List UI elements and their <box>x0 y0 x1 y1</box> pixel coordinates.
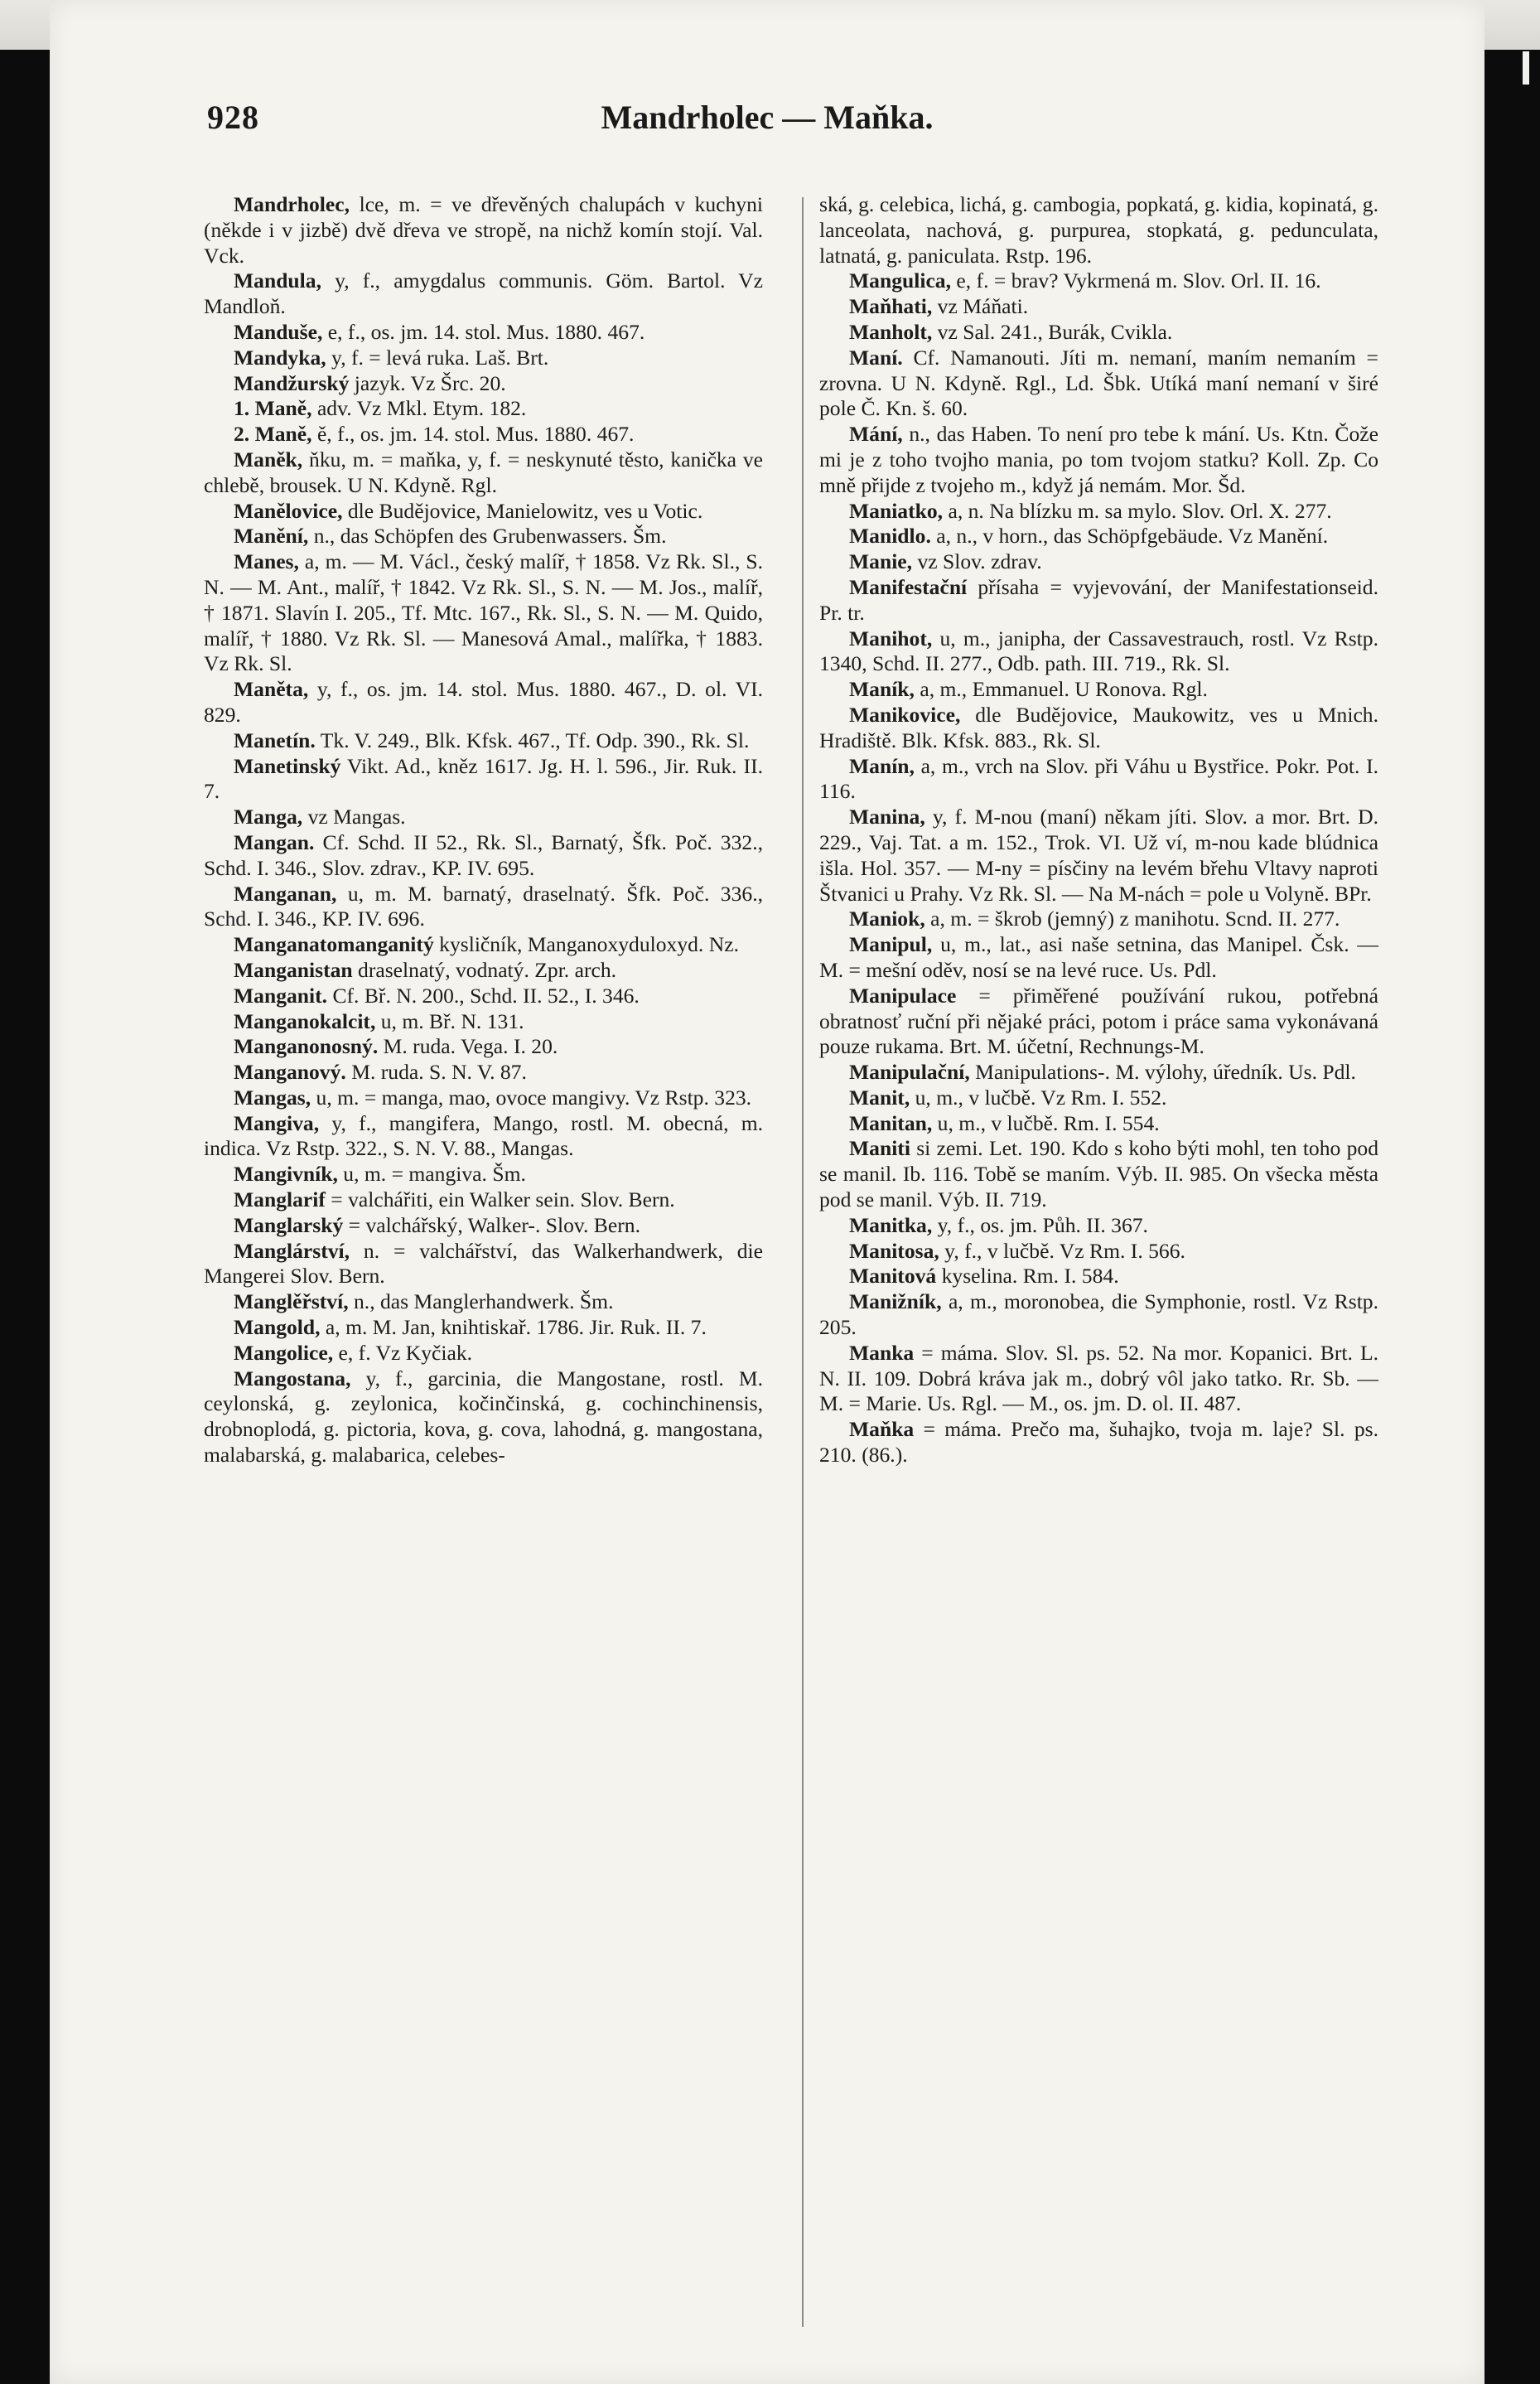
dictionary-page <box>50 0 1484 2384</box>
entry-headword: Manga, <box>234 805 303 829</box>
entry-text: = valchářský, Walker-. Slov. Bern. <box>343 1212 640 1237</box>
entry-text: n., das Manglerhandwerk. Šm. <box>348 1289 614 1314</box>
dictionary-entry <box>819 422 1378 498</box>
dictionary-entry <box>819 1239 1378 1265</box>
dictionary-entry <box>819 703 1378 754</box>
entry-text: Cf. Bř. N. 200., Schd. II. 52., I. 346. <box>327 983 640 1008</box>
entry-headword: Mangold, <box>234 1315 321 1340</box>
right-column <box>819 192 1378 1468</box>
entry-text: adv. Vz Mkl. Etym. 182. <box>311 396 527 421</box>
dictionary-entry <box>819 549 1378 575</box>
entry-headword: Mangiva, <box>234 1110 320 1135</box>
dictionary-entry <box>204 1187 763 1213</box>
entry-headword: Manitová <box>849 1264 937 1289</box>
left-column <box>204 192 763 1468</box>
entry-headword: Manglárství, <box>234 1238 350 1263</box>
dictionary-entry <box>204 499 763 525</box>
entry-text: u, m. = manga, mao, ovoce mangivy. Vz Rstp. 323. <box>311 1085 752 1110</box>
dictionary-entry <box>819 1264 1378 1289</box>
dictionary-entry <box>204 932 763 958</box>
entry-headword: Manes, <box>234 549 299 574</box>
entry-headword: Manitka, <box>849 1212 933 1237</box>
entry-text: Vikt. Ad., kněz 1617. Jg. H. l. 596., Jir. Ruk. II. 7. <box>204 753 763 804</box>
dictionary-entry <box>204 396 763 422</box>
entry-headword: Maniatko, <box>849 498 944 523</box>
entry-headword: 2. Maně, <box>234 422 312 447</box>
entry-headword: Maní. <box>849 345 903 370</box>
dictionary-entry <box>204 984 763 1009</box>
entry-headword: Maník, <box>849 677 915 702</box>
entry-text: y, f., os. jm. 14. stol. Mus. 1880. 467., D. ol. VI. 829. <box>204 677 763 727</box>
entry-headword: Manganokalcit, <box>234 1008 376 1033</box>
entry-text: kysličník, Manganoxyduloxyd. Nz. <box>433 932 739 957</box>
entry-text: u, m. M. barnatý, draselnatý. Šfk. Poč. 336., Schd. I. 346., KP. IV. 696. <box>204 881 763 931</box>
entry-headword: Manganonosný. <box>234 1034 379 1059</box>
entry-text: a, m., moronobea, die Symphonie, rostl. Vz Rstp. 205. <box>819 1289 1378 1340</box>
dictionary-entry <box>819 192 1378 268</box>
dictionary-entry <box>819 1111 1378 1137</box>
entry-text: y, f., os. jm. Půh. II. 367. <box>932 1212 1148 1237</box>
entry-headword: Manipul, <box>849 932 933 957</box>
dictionary-entry <box>819 294 1378 320</box>
dictionary-entry <box>819 754 1378 805</box>
entry-headword: Mandrholec, <box>234 192 350 216</box>
dictionary-entry <box>204 1086 763 1111</box>
dictionary-entry <box>204 958 763 984</box>
entry-headword: Manipulace <box>849 983 957 1008</box>
entry-text: vz Slov. zdrav. <box>912 549 1042 574</box>
entry-text: dle Budějovice, Manielowitz, ves u Votic. <box>342 498 703 523</box>
entry-text: ňku, m. = maňka, y, f. = neskynuté těsto, kanička ve chlebě, brousek. U N. Kdyně. Rgl. <box>204 447 763 497</box>
dictionary-entry <box>204 1060 763 1086</box>
entry-text: = máma. Prečo ma, šuhajko, tvoja m. laje? Sl. ps. 210. (86.). <box>819 1417 1378 1468</box>
entry-text: e, f. Vz Kyčiak. <box>333 1340 473 1365</box>
dictionary-entry <box>204 320 763 346</box>
dictionary-entry <box>204 1009 763 1035</box>
dictionary-entry <box>204 1341 763 1366</box>
entry-headword: Mangostana, <box>234 1366 351 1390</box>
entry-text: y, f., amygdalus communis. Göm. Bartol. Vz Mandloň. <box>204 268 763 319</box>
entry-text: Cf. Schd. II 52., Rk. Sl., Barnatý, Šfk. Poč. 332., Schd. I. 346., Slov. zdrav., KP. IV. 695. <box>204 829 763 880</box>
entry-headword: Manduše, <box>234 319 323 344</box>
entry-text: u, m., v lučbě. Vz Rm. I. 552. <box>910 1085 1167 1110</box>
dictionary-entry <box>204 1239 763 1290</box>
entry-headword: Maňka <box>849 1417 915 1442</box>
dictionary-entry <box>204 447 763 499</box>
dictionary-entry <box>204 1213 763 1239</box>
dictionary-entry <box>819 1136 1378 1212</box>
entry-headword: Mangan. <box>234 829 315 854</box>
entry-headword: Mangas, <box>234 1085 311 1110</box>
dictionary-entry <box>204 882 763 933</box>
dictionary-entry <box>819 268 1378 294</box>
entry-headword: Manidlo. <box>849 524 931 549</box>
dictionary-entry <box>204 371 763 397</box>
entry-headword: Manihot, <box>849 626 933 650</box>
entry-text: a, n., v horn., das Schöpfgebäude. Vz Manění. <box>930 524 1329 549</box>
entry-text: = valchářiti, ein Walker sein. Slov. Bern. <box>325 1187 675 1212</box>
entry-headword: Mandžurský <box>234 370 350 395</box>
entry-text: vz Sal. 241., Burák, Cvikla. <box>932 319 1173 344</box>
entry-text: ě, f., os. jm. 14. stol. Mus. 1880. 467. <box>311 422 635 447</box>
entry-text: y, f., garcinia, die Mangostane, rostl. M. ceylonská, g. zeylonica, kočinčinská, g. cochinchinensis, drobnoplodá, g. pictoria, kova, g. cova, lahodná, g. mangostana, malabarská, g. malabarica, celebes- <box>204 1366 763 1468</box>
entry-headword: Mání, <box>849 422 903 447</box>
entry-text: draselnatý, vodnatý. Zpr. arch. <box>352 957 617 982</box>
dictionary-entry <box>819 1289 1378 1341</box>
dictionary-entry <box>819 1341 1378 1417</box>
entry-headword: Manižník, <box>849 1289 942 1314</box>
entry-text: y, f. = levá ruka. Laš. Brt. <box>326 345 549 370</box>
entry-text: n., das Schöpfen des Grubenwassers. Šm. <box>308 524 667 549</box>
dictionary-entry <box>204 754 763 805</box>
entry-text: lce, m. = ve dřevěných chalupách v kuchyni (někde i v jizbě) dvě dřeva ve stropě, na nichž komín stojí. Val. Vck. <box>204 192 763 268</box>
dictionary-entry <box>204 346 763 371</box>
entry-headword: 1. Maně, <box>234 396 312 421</box>
dictionary-entry <box>204 830 763 882</box>
entry-headword: Manění, <box>234 524 309 549</box>
dictionary-entry <box>819 984 1378 1060</box>
entry-text: a, m., Emmanuel. U Ronova. Rgl. <box>914 677 1208 702</box>
dictionary-entry <box>204 1315 763 1341</box>
dictionary-entry <box>819 1086 1378 1111</box>
entry-headword: Manetinský <box>234 753 341 778</box>
entry-text: u, m., lat., asi naše setnina, das Manipel. Čsk. — M. = mešní oděv, nosí se na levé ruce. Us. Pdl. <box>819 932 1378 982</box>
entry-headword: Mangulica, <box>849 268 951 293</box>
entry-headword: Manikovice, <box>849 702 961 727</box>
page-number: 928 <box>207 99 259 136</box>
entry-text: M. ruda. Vega. I. 20. <box>378 1034 558 1059</box>
dictionary-entry <box>204 677 763 728</box>
entry-text: kyselina. Rm. I. 584. <box>936 1264 1119 1289</box>
entry-text: e, f., os. jm. 14. stol. Mus. 1880. 467. <box>322 319 645 344</box>
entry-headword: Manina, <box>849 805 925 829</box>
entry-text: a, n. Na blízku m. sa mylo. Slov. Orl. X. 277. <box>943 498 1332 523</box>
entry-text: vz Máňati. <box>932 294 1029 319</box>
dictionary-entry <box>204 422 763 447</box>
dictionary-entry <box>204 805 763 830</box>
entry-text: y, f., mangifera, Mango, rostl. M. obecná, m. indica. Vz Rstp. 322., S. N. V. 88., Mangas. <box>204 1110 763 1161</box>
entry-headword: Manit, <box>849 1085 910 1110</box>
entry-headword: Maniok, <box>849 907 925 931</box>
entry-headword: Manie, <box>849 549 913 574</box>
entry-headword: Manetín. <box>234 728 316 752</box>
dictionary-entry <box>819 932 1378 984</box>
dictionary-entry <box>204 1111 763 1163</box>
entry-text: a, m. = škrob (jemný) z manihotu. Scnd. II. 277. <box>924 907 1340 931</box>
entry-headword: Manifestační <box>849 574 968 599</box>
dictionary-entry <box>819 1060 1378 1086</box>
entry-headword: Manka <box>849 1340 915 1365</box>
entry-headword: Maněta, <box>234 677 309 702</box>
entry-text: a, m., vrch na Slov. při Váhu u Bystřice. Pokr. Pot. I. 116. <box>819 753 1378 804</box>
entry-headword: Manělovice, <box>234 498 343 523</box>
entry-text: si zemi. Let. 190. Kdo s koho býti mohl, ten toho pod se manil. Ib. 116. Tobě se maním. Výb. II. 985. On všecka města pod se manil. Výb. II. 719. <box>819 1136 1378 1212</box>
dictionary-entry <box>204 1034 763 1060</box>
entry-headword: Manganan, <box>234 881 337 906</box>
entry-text: e, f. = brav? Vykrmená m. Slov. Orl. II. 16. <box>951 268 1321 293</box>
entry-headword: Manganit. <box>234 983 328 1008</box>
entry-headword: Manín, <box>849 753 915 778</box>
entry-text: dle Budějovice, Maukowitz, ves u Mnich. Hradiště. Blk. Kfsk. 883., Rk. Sl. <box>819 702 1378 752</box>
entry-headword: Manitosa, <box>849 1238 939 1263</box>
dictionary-entry <box>204 1162 763 1187</box>
entry-headword: Maňhati, <box>849 294 933 319</box>
entry-text: vz Mangas. <box>302 805 406 829</box>
entry-headword: Mangolice, <box>234 1340 334 1365</box>
entry-headword: Maniti <box>849 1136 910 1161</box>
entry-text: jazyk. Vz Šrc. 20. <box>349 370 506 395</box>
dictionary-entry <box>819 1417 1378 1468</box>
entry-text: y, f., v lučbě. Vz Rm. I. 566. <box>939 1238 1185 1263</box>
dictionary-entry <box>819 805 1378 907</box>
entry-headword: Manglěřství, <box>234 1289 349 1314</box>
entry-text: Manipulations-. M. výlohy, úředník. Us. Pdl. <box>969 1060 1356 1085</box>
dictionary-entry <box>204 1366 763 1468</box>
entry-headword: Manitan, <box>849 1110 933 1135</box>
dictionary-entry <box>204 549 763 677</box>
entry-text: = máma. Slov. Sl. ps. 52. Na mor. Kopanici. Brt. L. N. II. 109. Dobrá kráva jak m., dobrý vôl jako tatko. Rr. Sb. — M. = Marie. Us. Rgl. — M., os. jm. D. ol. II. 487. <box>819 1340 1378 1416</box>
entry-headword: Manholt, <box>849 319 933 344</box>
entry-text: u, m., v lučbě. Rm. I. 554. <box>932 1110 1160 1135</box>
entry-text: M. ruda. S. N. V. 87. <box>345 1060 527 1085</box>
entry-headword: Manglarský <box>234 1212 344 1237</box>
scan-edge-mark <box>1523 51 1529 85</box>
running-head <box>50 98 1484 147</box>
dictionary-entry <box>819 524 1378 549</box>
dictionary-entry <box>819 1213 1378 1239</box>
entry-headword: Manganistan <box>234 957 353 982</box>
dictionary-entry <box>819 499 1378 525</box>
entry-text: u, m., janipha, der Cassavestrauch, rostl. Vz Rstp. 1340, Schd. II. 277., Odb. path. III. 719., Rk. Sl. <box>819 626 1378 676</box>
entry-text: = přiměřené používání rukou, potřebná obratnosť ruční při nějaké práci, potom i práce sama vykonávaná pouze rukama. Brt. M. účetní, Rechnungs-M. <box>819 983 1378 1059</box>
entry-headword: Maněk, <box>234 447 303 471</box>
entry-text: Cf. Namanouti. Jíti m. nemaní, maním nemaním = zrovna. U N. Kdyně. Rgl., Ld. Šbk. Utíká maní nemaní v širé pole Č. Kn. š. 60. <box>819 345 1378 421</box>
entry-headword: Mandyka, <box>234 345 326 370</box>
dictionary-entry <box>204 192 763 268</box>
entry-text: u, m. Bř. N. 131. <box>375 1008 524 1033</box>
dictionary-entry <box>819 907 1378 932</box>
entry-text: u, m. = mangiva. Šm. <box>337 1162 526 1187</box>
page-title: Mandrholec — Maňka. <box>601 99 934 136</box>
entry-text: a, m. — M. Václ., český malíř, † 1858. Vz Rk. Sl., S. N. — M. Ant., malíř, † 1842. Vz Rk. Sl., S. N. — M. Jos., malíř, † 1871. Slavín I. 205., Tf. Mtc. 167., Rk. Sl., S. N. — M. Quido, malíř, † 1880. Vz Rk. Sl. — Manesová Amal., malířka, † 1883. Vz Rk. Sl. <box>204 549 763 676</box>
dictionary-entry <box>819 626 1378 678</box>
dictionary-entry <box>819 346 1378 422</box>
dictionary-entry <box>204 524 763 549</box>
entry-headword: Mandula, <box>234 268 321 293</box>
entry-text: přísaha = vyjevování, der Manifestationseid. Pr. tr. <box>819 574 1378 625</box>
entry-text: Tk. V. 249., Blk. Kfsk. 467., Tf. Odp. 390., Rk. Sl. <box>315 728 750 752</box>
column-divider <box>802 197 804 2327</box>
entry-headword: Manglarif <box>234 1187 326 1212</box>
entry-text: n., das Haben. To není pro tebe k mání. Us. Ktn. Čože mi je z toho tvojho mania, po tom tvojom statku? Koll. Zp. Co mně přijde z tvojeho m., když já nemám. Mor. Šd. <box>819 422 1378 497</box>
dictionary-entry <box>819 677 1378 703</box>
entry-text: y, f. M-nou (maní) někam jíti. Slov. a mor. Brt. D. 229., Vaj. Tat. a m. 152., Trok. VI. Už ví, m-nou kade blúdnica išla. Hol. 357. — M-ny = písčiny na levém břehu Vltavy naproti Štvanici u Prahy. Vz Rk. Sl. — Na M-nách = pole u Volyně. BPr. <box>819 805 1378 906</box>
dictionary-entry <box>204 268 763 320</box>
entry-text: n. = valchářství, das Walkerhandwerk, die Mangerei Slov. Bern. <box>204 1238 763 1289</box>
entry-headword: Manipulační, <box>849 1060 970 1085</box>
dictionary-entry <box>819 320 1378 346</box>
entry-headword: Manganový. <box>234 1060 346 1085</box>
dictionary-entry <box>204 728 763 754</box>
dictionary-entry <box>204 1289 763 1315</box>
entry-text: a, m. M. Jan, knihtiskař. 1786. Jir. Ruk. II. 7. <box>320 1315 707 1340</box>
entry-headword: Mangivník, <box>234 1162 338 1187</box>
entry-text: ská, g. celebica, lichá, g. cambogia, popkatá, g. kidia, kopinatá, g. lanceolata, nachová, g. purpurea, stopkatá, g. pedunculata, latnatá, g. paniculata. Rstp. 196. <box>819 192 1378 268</box>
entry-headword: Manganatomanganitý <box>234 932 434 957</box>
dictionary-entry <box>819 575 1378 626</box>
